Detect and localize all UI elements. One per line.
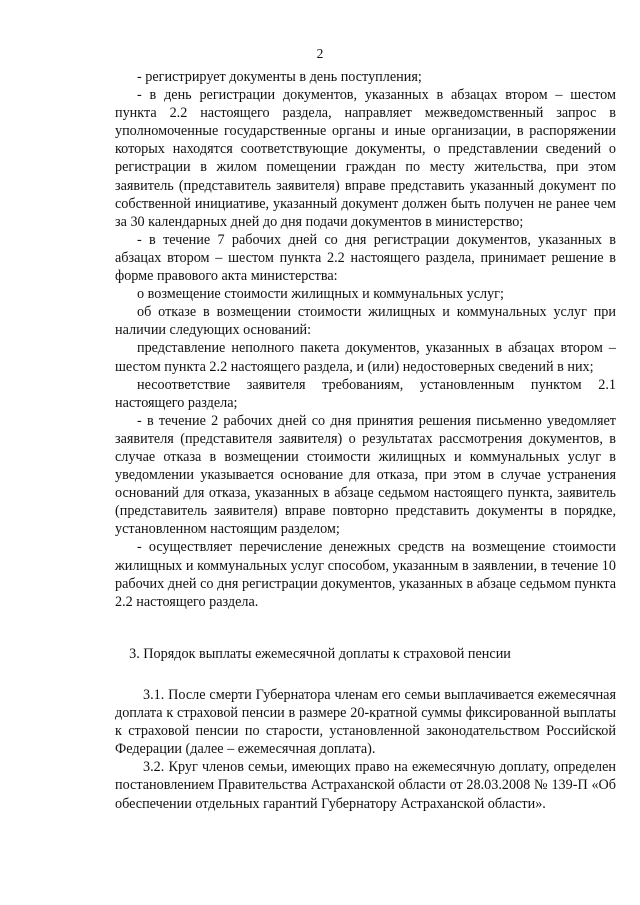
section-paragraph-2: 3.2. Круг членов семьи, имеющих право на ежемесячную доплату, определен постановлением Правительства Астраханской области от 28.03.2008 № 139-П «Об обеспечении отдельных гарантий Губернатору Астраханской области». [115,759,616,812]
paragraph-5: об отказе в возмещении стоимости жилищных и коммунальных услуг при наличии следующих оснований: [115,304,616,339]
paragraph-4: о возмещение стоимости жилищных и коммунальных услуг; [137,286,504,303]
paragraph-3: - в течение 7 рабочих дней со дня регистрации документов, указанных в абзацах втором – шестом пункта 2.2 настоящего раздела, принимает решение в форме правового акта министерства: [115,231,616,285]
page-number: 2 [316,46,324,61]
paragraph-6: представление неполного пакета документов, указанных в абзацах втором – шестом пункта 2.2 настоящего раздела, и (или) недостоверных сведений в них; [115,340,616,375]
paragraph-9: - осуществляет перечисление денежных средств на возмещение стоимости жилищных и коммунальных услуг способом, указанным в заявлении, в течение 10 рабочих дней со дня регистрации документов, указанных в абзаце седьмом пункта 2.2 настоящего раздела. [115,539,616,610]
body-text [115,68,616,611]
paragraph-1: - регистрирует документы в день поступления; [137,69,422,85]
section-title: 3. Порядок выплаты ежемесячной доплаты к страховой пенсии [129,646,511,662]
section-paragraph-1: 3.1. После смерти Губернатора членам его семьи выплачивается ежемесячная доплата к страховой пенсии в размере 20-кратной суммы фиксированной выплаты к страховой пенсии по старости, установленной законодательством Российской Федерации (далее – ежемесячная доплата). [115,687,616,758]
paragraph-7: несоответствие заявителя требованиям, установленным пунктом 2.1 настоящего раздела; [115,376,616,411]
paragraph-2: - в день регистрации документов, указанных в абзацах втором – шестом пункта 2.2 настоящего раздела, направляет межведомственный запрос в уполномоченные государственные органы и иные организации, в распоряжении которых находятся соответствующие документы, о представлении сведений о регистрации в жилом помещении граждан по месту жительства, при этом заявитель (представитель заявителя) вправе представить указанный документ по собственной инициативе, указанный документ должен быть получен не ранее чем за 30 календарных дней до дня подачи документов в министерство; [115,87,616,230]
section-text [115,686,616,813]
paragraph-8: - в течение 2 рабочих дней со дня принятия решения письменно уведомляет заявителя (представителя заявителя) о результатах рассмотрения документов, в случае отказа в возмещении стоимости жилищных и коммунальных услуг в уведомлении указывается основание для отказа, при этом в случае устранения оснований для отказа, указанных в абзаце седьмом настоящего пункта, заявитель (представитель заявителя) вправе повторно представить документы в порядке, установленном настоящим разделом; [115,412,616,538]
